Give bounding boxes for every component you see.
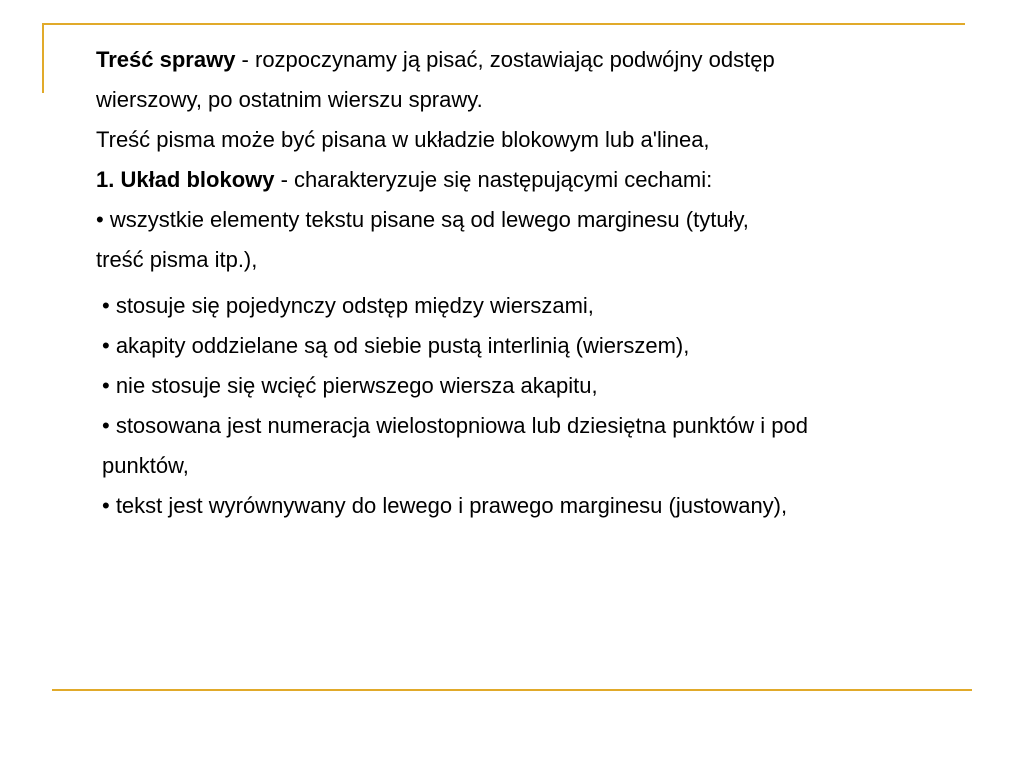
bullet-main-line-1: • wszystkie elementy tekstu pisane są od lewego marginesu (tytuły, (96, 207, 749, 232)
paragraph-3 (96, 162, 956, 202)
paragraph-3-text: - charakteryzuje się następującymi cechami: (274, 167, 713, 192)
paragraph-1-bold: Treść sprawy (96, 47, 236, 72)
bullet-item: • akapity oddzielane są od siebie pustą interlinią (wierszem), (102, 333, 690, 358)
bullet-main-line-2: treść pisma itp.), (96, 247, 258, 272)
paragraph-1-line-2: wierszowy, po ostatnim wierszu sprawy. (96, 87, 483, 112)
bullet-item: • stosuje się pojedynczy odstęp między wierszami, (102, 293, 594, 318)
bullet-item-continuation: punktów, (102, 453, 189, 478)
bullet-item: • stosowana jest numeracja wielostopniowa lub dziesiętna punktów i pod (102, 413, 808, 438)
paragraph-1-line-1 (96, 42, 956, 82)
left-accent-rule (42, 23, 44, 93)
bullet-item: • nie stosuje się wcięć pierwszego wiersza akapitu, (102, 373, 598, 398)
bottom-accent-rule (52, 689, 972, 691)
slide-body (96, 42, 956, 528)
top-accent-rule (42, 23, 965, 25)
paragraph-3-bold: 1. Układ blokowy (96, 167, 275, 192)
paragraph-1-text: - rozpoczynamy ją pisać, zostawiając podwójny odstęp (235, 47, 775, 72)
paragraph-2: Treść pisma może być pisana w układzie blokowym lub a'linea, (96, 127, 710, 152)
bullet-item: • tekst jest wyrównywany do lewego i prawego marginesu (justowany), (102, 493, 788, 518)
